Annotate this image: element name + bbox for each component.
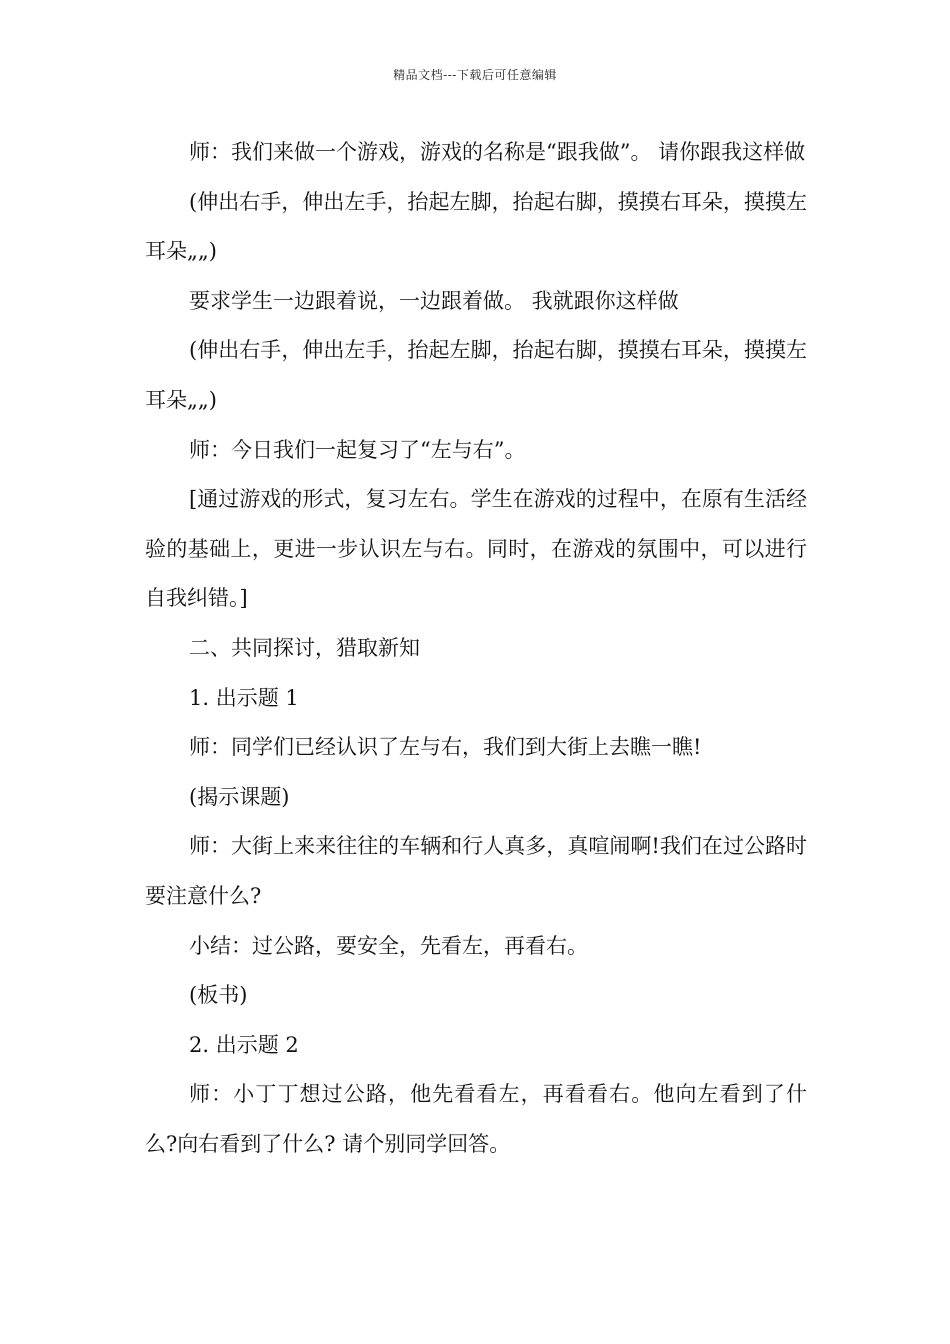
page-header: 精品文档---下载后可任意编辑 — [393, 68, 557, 82]
paragraph-4: (伸出右手，伸出左手，抬起左脚，抬起右脚，摸摸右耳朵，摸摸左耳朵„„) — [145, 338, 807, 412]
section-heading: 二、共同探讨，猎取新知 — [189, 635, 420, 660]
paragraph-3: 要求学生一边跟着说，一边跟着做。 我就跟你这样做 — [189, 288, 679, 313]
paragraph-11: (板书) — [189, 983, 248, 1008]
item-heading-2: 2. 出示题 2 — [189, 1032, 299, 1057]
item-heading-1: 1. 出示题 1 — [189, 685, 299, 710]
paragraph-12: 师：小丁丁想过公路，他先看看左，再看看右。他向左看到了什么?向右看到了什么? 请个别同学回答。 — [145, 1082, 807, 1156]
paragraph-1: 师：我们来做一个游戏，游戏的名称是“跟我做”。 请你跟我这样做 — [189, 140, 806, 164]
paragraph-9: 师：大街上来来往往的车辆和行人真多，真喧闹啊!我们在过公路时要注意什么? — [145, 834, 807, 908]
paragraph-6: [通过游戏的形式，复习左右。学生在游戏的过程中，在原有生活经验的基础上，更进一步认识左与右。同时，在游戏的氛围中，可以进行自我纠错。] — [145, 487, 807, 611]
paragraph-7: 师：同学们已经认识了左与右，我们到大街上去瞧一瞧! — [189, 735, 702, 760]
paragraph-10: 小结：过公路，要安全，先看左，再看右。 — [189, 933, 588, 958]
paragraph-2: (伸出右手，伸出左手，抬起左脚，抬起右脚，摸摸右耳朵，摸摸左耳朵„„) — [145, 189, 807, 264]
paragraph-8: (揭示课题) — [189, 784, 290, 809]
document-body — [145, 128, 807, 1169]
paragraph-5: 师：今日我们一起复习了“左与右”。 — [189, 437, 526, 462]
